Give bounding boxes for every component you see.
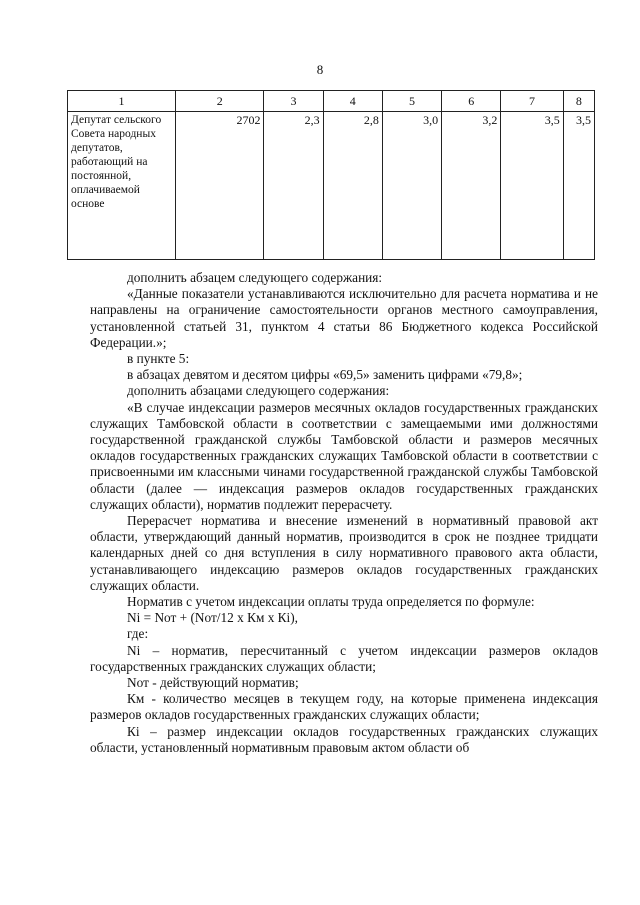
table-header-cell: 2	[176, 91, 264, 112]
table-row	[68, 112, 595, 260]
table-cell-value: 3,5	[563, 112, 594, 260]
paragraph: Кi – размер индексации окладов государственных гражданских служащих области, установленный нормативным правовым актом области об	[90, 723, 598, 755]
table-cell-value: 2702	[176, 112, 264, 260]
table-header-cell: 7	[501, 91, 563, 112]
table-header-cell: 8	[563, 91, 594, 112]
table-cell-value: 3,5	[501, 112, 563, 260]
paragraph: Ni – норматив, пересчитанный с учетом индексации размеров окладов государственных гражданских служащих области;	[90, 642, 598, 674]
paragraph: в пункте 5:	[127, 351, 190, 367]
table-header-cell: 4	[323, 91, 382, 112]
table-header-cell: 6	[442, 91, 501, 112]
table-header-cell: 3	[264, 91, 323, 112]
norm-table	[67, 90, 595, 260]
paragraph: «В случае индексации размеров месячных окладов государственных гражданских служащих Тамбовской области в соответствии с замещаемыми ими должностями государственной гражданской службы Тамбовской области и размеров месячных окладов государственных гражданских служащих Тамбовской области в соответствии с присвоенными им классными чинами государственной гражданской службы Тамбовской области (далее — индексация размеров окладов государственных гражданских служащих области), норматив подлежит перерасчету.	[90, 399, 598, 512]
page-number: 8	[316, 62, 324, 77]
paragraph: дополнить абзацами следующего содержания:	[127, 383, 390, 399]
table-header-cell: 1	[68, 91, 176, 112]
paragraph: Норматив с учетом индексации оплаты труда определяется по формуле:	[127, 594, 535, 610]
paragraph: где:	[127, 626, 149, 642]
table-header-row	[68, 91, 595, 112]
table-cell-description: Депутат сельского Совета народных депутатов, работающий на постоянной, оплачиваемой основе	[68, 112, 176, 260]
formula: Ni = Nот + (Nот/12 х Км х Кi),	[127, 610, 298, 626]
table-cell-value: 2,8	[323, 112, 382, 260]
table-cell-value: 3,2	[442, 112, 501, 260]
table-cell-value: 3,0	[382, 112, 441, 260]
table-header-cell: 5	[382, 91, 441, 112]
paragraph: Перерасчет норматива и внесение изменений в нормативный правовой акт области, утверждающий данный норматив, производится в срок не позднее тридцати календарных дней со дня вступления в силу нормативного правового акта области, устанавливающего индексацию размеров окладов государственных гражданских служащих области.	[90, 513, 598, 593]
paragraph: Км - количество месяцев в текущем году, на которые применена индексация размеров окладов государственных гражданских служащих области;	[90, 691, 598, 723]
document-body	[90, 270, 598, 756]
table-cell-value: 2,3	[264, 112, 323, 260]
paragraph: в абзацах девятом и десятом цифры «69,5» заменить цифрами «79,8»;	[127, 367, 523, 383]
paragraph: дополнить абзацем следующего содержания:	[127, 270, 383, 285]
paragraph: Nот - действующий норматив;	[127, 675, 299, 691]
paragraph: «Данные показатели устанавливаются исключительно для расчета норматива и не направлены на ограничение самостоятельности органов местного самоуправления, установленной статьей 31, пунктом 4 статьи 86 Бюджетного кодекса Российской Федерации.»;	[90, 286, 598, 350]
